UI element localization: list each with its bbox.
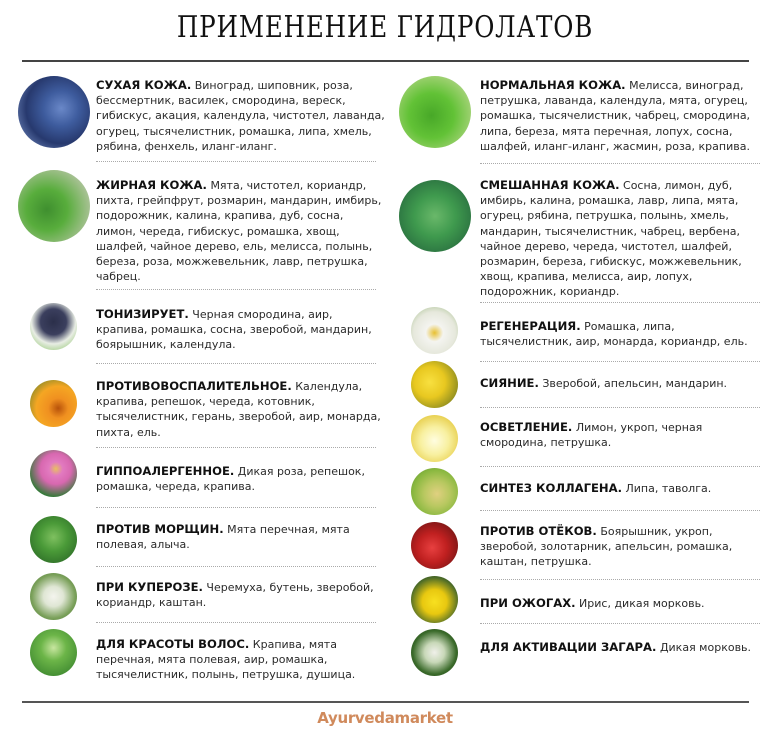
item-heading: ОСВЕТЛЕНИЕ. (480, 420, 573, 434)
list-item (96, 379, 386, 440)
brand-logo: Ayurvedamarket (317, 709, 453, 727)
item-heading: СУХАЯ КОЖА. (96, 78, 192, 92)
list-item (480, 524, 765, 570)
iris-image (411, 576, 458, 623)
item-heading: ЖИРНАЯ КОЖА. (96, 178, 207, 192)
list-item (480, 640, 765, 655)
item-text: Черная смородина, аир, крапива, ромашка, сосна, зверобой, мандарин, боярышник, календула. (96, 308, 372, 352)
divider (96, 289, 376, 290)
divider (480, 407, 760, 408)
bottom-divider (22, 701, 749, 703)
lemon-image (411, 415, 458, 462)
divider (480, 361, 760, 362)
item-text: Липа, таволга. (625, 482, 712, 495)
divider (96, 161, 376, 162)
divider (480, 579, 760, 580)
divider (96, 363, 376, 364)
item-heading: РЕГЕНЕРАЦИЯ. (480, 319, 581, 333)
st-johns-wort-image (411, 361, 458, 408)
pine-image (399, 180, 471, 252)
list-item (480, 481, 765, 496)
wild-rose-image (30, 450, 77, 497)
item-heading: ГИППОАЛЕРГЕННОЕ. (96, 464, 235, 478)
list-item (96, 522, 386, 552)
item-heading: ПРОТИВ МОРЩИН. (96, 522, 224, 536)
melissa-image (399, 76, 471, 148)
list-item (480, 319, 765, 349)
divider (96, 566, 376, 567)
item-heading: ПРИ КУПЕРОЗЕ. (96, 580, 203, 594)
item-text: Черемуха, бутень, зверобой, кориандр, каштан. (96, 581, 374, 610)
grapes-image (18, 76, 90, 148)
hawthorn-image (411, 522, 458, 569)
item-text: Дикая морковь. (659, 641, 752, 654)
item-text: Лимон, укроп, черная смородина, петрушка. (480, 421, 703, 450)
list-item (96, 637, 386, 683)
item-text: Ирис, дикая морковь. (579, 597, 705, 610)
item-heading: ПРОТИВОВОСПАЛИТЕЛЬНОЕ. (96, 379, 292, 393)
divider (480, 466, 760, 467)
list-item (480, 420, 765, 450)
item-text: Зверобой, апельсин, мандарин. (542, 377, 728, 390)
calendula-image (30, 380, 77, 427)
divider (96, 622, 376, 623)
wild-carrot-image (411, 629, 458, 676)
item-text: Ромашка, липа, тысячелистник, аир, монарда, кориандр, ель. (480, 320, 748, 349)
item-heading: ПРОТИВ ОТЁКОВ. (480, 524, 597, 538)
list-item (96, 78, 386, 154)
mint-image (18, 170, 90, 242)
item-text: Крапива, мята перечная, мята полевая, аир, ромашка, тысячелистник, полынь, петрушка, душица. (96, 638, 356, 682)
item-text: Мята, чистотел, кориандр, пихта, грейпфрут, розмарин, мандарин, имбирь, подорожник, калина, крапива, дуб, сосна, лимон, череда, гибискус, ромашка, хвощ, шалфей, чайное дерево, ель, мелисса, полынь, береза, роза, можжевельник, лавр, петрушка, чабрец. (96, 179, 382, 284)
item-text: Боярышник, укроп, зверобой, золотарник, апельсин, ромашка, каштан, петрушка. (480, 525, 733, 569)
item-text: Сосна, лимон, дуб, имбирь, калина, ромашка, лавр, липа, мята, огурец, рябина, петрушка, полынь, хмель, мандарин, тысячелистник, чабрец, вербена, чайное дерево, череда, чистотел, шалфей, розмарин, береза, гибискус, можжевельник, хвощ, крапива, мелисса, аир, лопух, подорожник, кориандр. (480, 179, 742, 299)
list-item (480, 596, 765, 611)
list-item (96, 580, 386, 610)
list-item (480, 178, 765, 300)
list-item (96, 307, 386, 353)
top-divider (22, 60, 749, 62)
divider (480, 510, 760, 511)
item-heading: НОРМАЛЬНАЯ КОЖА. (480, 78, 626, 92)
divider (480, 163, 760, 164)
chamomile-image (411, 307, 458, 354)
item-text: Календула, крапива, репешок, череда, котовник, тысячелистник, герань, зверобой, аир, монарда, пихта, ель. (96, 380, 381, 439)
divider (96, 447, 376, 448)
item-heading: СМЕШАННАЯ КОЖА. (480, 178, 620, 192)
page-title: ПРИМЕНЕНИЕ ГИДРОЛАТОВ (176, 10, 594, 45)
item-text: Мята перечная, мята полевая, алыча. (96, 523, 350, 552)
item-text: Виноград, шиповник, роза, бессмертник, василек, смородина, вереск, гибискус, акация, календула, чистотел, лаванда, огурец, тысячелистник, ромашка, липа, хмель, рябина, фенхель, иланг-иланг. (96, 79, 385, 153)
peppermint-image (30, 516, 77, 563)
item-heading: СИНТЕЗ КОЛЛАГЕНА. (480, 481, 622, 495)
item-heading: ДЛЯ АКТИВАЦИИ ЗАГАРА. (480, 640, 657, 654)
divider (480, 623, 760, 624)
linden-image (411, 468, 458, 515)
item-heading: ДЛЯ КРАСОТЫ ВОЛОС. (96, 637, 250, 651)
list-item (96, 178, 386, 284)
nettle-image (30, 629, 77, 676)
divider (480, 302, 760, 303)
blackcurrant-image (30, 303, 77, 350)
item-text: Дикая роза, репешок, ромашка, череда, крапива. (96, 465, 365, 494)
item-text: Мелисса, виноград, петрушка, лаванда, календула, мята, огурец, ромашка, тысячелистник, чабрец, смородина, липа, береза, мята перечная, лопух, сосна, шалфей, иланг-иланг, жасмин, роза, крапива. (480, 79, 751, 153)
list-item (96, 464, 386, 494)
item-heading: ПРИ ОЖОГАХ. (480, 596, 576, 610)
divider (96, 507, 376, 508)
list-item (480, 376, 765, 391)
list-item (480, 78, 765, 154)
item-heading: ТОНИЗИРУЕТ. (96, 307, 189, 321)
item-heading: СИЯНИЕ. (480, 376, 539, 390)
bird-cherry-image (30, 573, 77, 620)
